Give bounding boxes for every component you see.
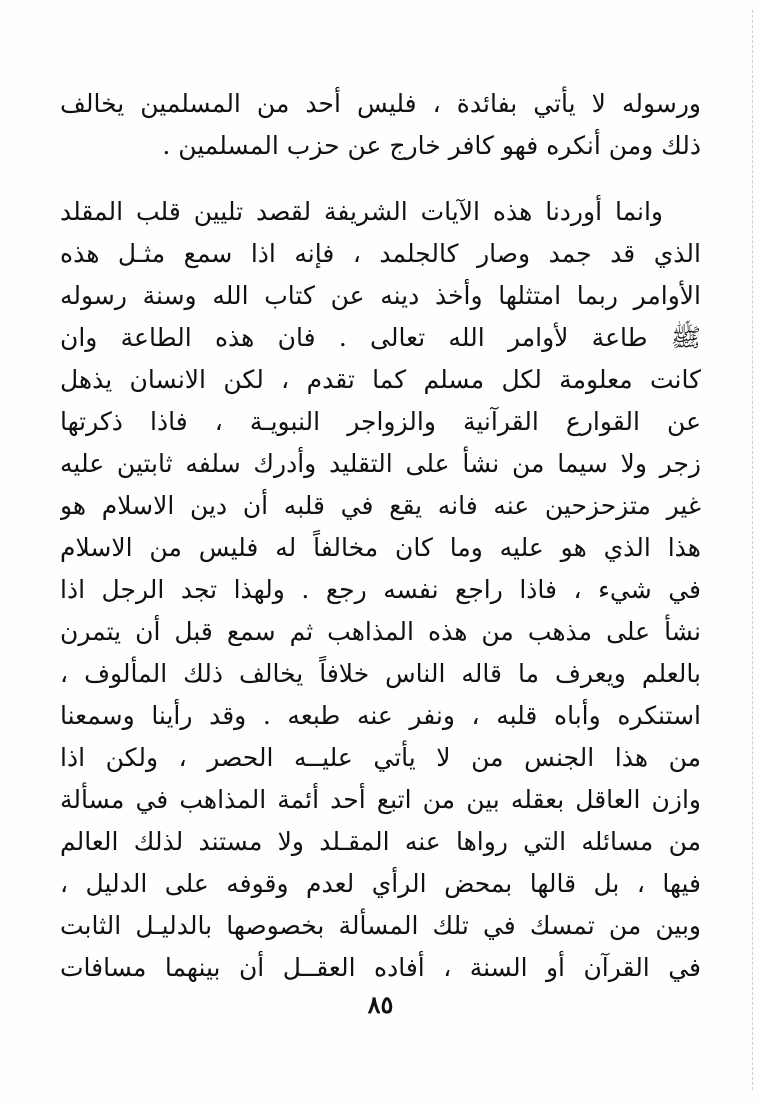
text-line: وازن العاقل بعقله بين من اتبع أحد أئمة المذاهب في مسألة: [60, 785, 701, 814]
text-line: استنكره وأباه قلبه ، ونفر عنه طبعه . وقد رأينا وسمعنا: [60, 701, 701, 730]
text-line: نشأ على مذهب من هذه المذاهب ثم سمع قبل أن يتمرن: [60, 617, 701, 646]
text-line: كانت معلومة لكل مسلم كما تقدم ، لكن الانسان يذهل: [60, 365, 701, 394]
text-line: بالعلم ويعرف ما قاله الناس خلافاً يخالف ذلك المألوف ،: [60, 659, 701, 688]
text-line: هذا الذي هو عليه وما كان مخالفاً له فليس من الاسلام: [60, 533, 701, 562]
text-line: ذلك ومن أنكره فهو كافر خارج عن حزب المسلمين .: [162, 131, 701, 160]
page-number: ٨٥: [367, 990, 394, 1019]
text-line: الأوامر ربما امتثلها وأخذ دينه عن كتاب الله وسنة رسوله: [60, 281, 701, 310]
text-line: وبين من تمسك في تلك المسألة بخصوصها بالدليـل الثابت: [60, 911, 701, 940]
text-line: وانما أوردنا هذه الآيات الشريفة لقصد تليين قلب المقلد: [60, 197, 663, 226]
paragraph-2: [60, 190, 701, 982]
text-line: عن القوارع القرآنية والزواجر النبويـة ، فاذا ذكرتها: [60, 407, 701, 436]
text-line: ﷺ طاعة لأوامر الله تعالى . فان هذه الطاعة وان: [60, 323, 701, 352]
text-line: الذي قد جمد وصار كالجلمد ، فإنه اذا سمع مثـل هذه: [60, 239, 701, 268]
text-line: في شيء ، فاذا راجع نفسه رجع . ولهذا تجد الرجل اذا: [60, 575, 701, 604]
text-line: في القرآن أو السنة ، أفاده العقــل أن بينهما مسافات: [60, 953, 701, 982]
text-line: زجر ولا سيما من نشأ على التقليد وأدرك سلفه ثابتين عليه: [60, 449, 701, 478]
text-line: غير متزحزحين عنه فانه يقع في قلبه أن دين الاسلام هو: [60, 491, 701, 520]
text-line: ورسوله لا يأتي بفائدة ، فليس أحد من المسلمين يخالف: [60, 89, 701, 118]
text-line: من هذا الجنس من لا يأتي عليــه الحصر ، ولكن اذا: [60, 743, 701, 772]
paragraph-1: [60, 82, 701, 172]
text-line: فيها ، بل قالها بمحض الرأي لعدم وقوفه على الدليل ،: [60, 869, 701, 898]
scan-edge-line: [751, 10, 753, 1090]
text-line: من مسائله التي رواها عنه المقـلد ولا مستند لذلك العالم: [60, 827, 701, 856]
